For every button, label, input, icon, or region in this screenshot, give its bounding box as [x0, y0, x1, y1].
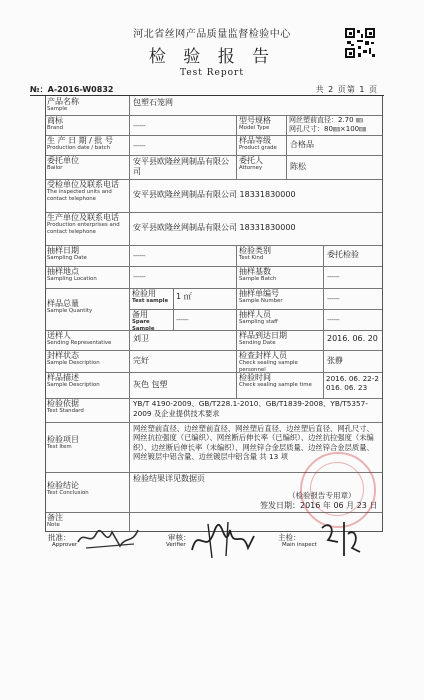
- row-sample-quantity: 样品总量 Sample Quantity 检验用 Test sample 1 ㎡ 备用 Spare Sample ------ 抽样单编号 Sample Number 抽样人员 Sampling staff ------ ------: [45, 288, 383, 331]
- value-seal-status: 完好: [133, 356, 149, 365]
- row-inspected-unit: 受检单位及联系电话 The inspected units and contact telephone 安平县欧隆丝网制品有限公司 18331830000: [45, 179, 383, 213]
- stamp-label: （检验报告专用章）: [288, 491, 356, 500]
- row-sampling-location: 抽样地点 Sampling Location ------ 抽样基数 Sample Batch ------: [45, 266, 383, 289]
- row-sender: 送样人 Sending Representative 刘卫 样品到达日期 Sending Date 2016. 06. 20: [45, 330, 383, 351]
- value-check-time: 2016. 06. 22-2016. 06. 23: [326, 374, 379, 392]
- value-product: 包塑石笼网: [133, 98, 173, 107]
- row-sampling-date: 抽样日期 Sampling Date ------ 检验类别 Test Kind 委托检验: [45, 245, 383, 267]
- value-production-enterprise: 安平县欧隆丝网制品有限公司 18331830000: [133, 223, 296, 232]
- value-inspected-unit: 安平县欧隆丝网制品有限公司 18331830000: [133, 190, 296, 199]
- value-grade: 合格品: [290, 140, 314, 149]
- report-title: 检 验 报 告: [148, 47, 276, 67]
- value-test-standard: YB/T 4190-2009、GB/T228.1-2010、GB/T1839-2008、YB/T5357-2009 及企业提供技术要求: [133, 399, 368, 418]
- label-product: 产品名称: [47, 97, 79, 106]
- row-sample-description: 样品描述 Sample Description 灰色 包塑 检验时间 Check sealing sample time 2016. 06. 22-2016. 06. 23: [45, 372, 383, 399]
- value-brand: ------: [133, 122, 146, 130]
- row-test-items: 检验项目 Test Item 网丝塑前直径、边丝塑前直径、网丝塑后直径、边丝塑后直径、网孔尺寸、网丝抗拉强度（已编织）、网丝断后伸长率（已编织）、边丝抗拉强度（未编织）、边丝断后伸长率（未编织）、网丝锌合金层质量、边丝锌合金层质量、网丝镀层中铝含量、边丝镀层中铝含量 共 13 项: [45, 422, 383, 473]
- row-seal-status: 封样状态 Sample Description 完好 检查封样人员 Check sealing sample personnel 张静: [45, 350, 383, 373]
- issue-date: 签发日期：2016 年 06 月 23 日: [260, 501, 378, 510]
- value-check-personnel: 张静: [327, 356, 343, 365]
- row-production-enterprise: 生产单位及联系电话 Production enterprises and contact telephone 安平县欧隆丝网制品有限公司 18331830000: [45, 212, 383, 246]
- qr-code: [345, 28, 375, 58]
- main-inspect-label-en: Main inspect: [282, 542, 317, 548]
- row-note: 备注 Note: [45, 512, 383, 532]
- verifier-signature: [188, 520, 258, 560]
- value-bailor: 安平县欧隆丝网制品有限公司: [133, 157, 229, 176]
- approver-label-en: Approver: [52, 542, 78, 548]
- approver-signature: [76, 524, 140, 554]
- main-inspect-label: 主检：: [278, 533, 301, 542]
- value-test-sample: 1 ㎡: [176, 292, 192, 301]
- value-test-items: 网丝塑前直径、边丝塑前直径、网丝塑后直径、边丝塑后直径、网孔尺寸、网丝抗拉强度（已编织）、网丝断后伸长率（已编织）、边丝抗拉强度（未编织）、边丝断后伸长率（未编织）、网丝锌合金层质量、边丝锌合金层质量、网丝镀层中铝含量、边丝镀层中铝含量 共 13 项: [133, 424, 374, 461]
- value-sender: 刘卫: [133, 334, 149, 343]
- value-attorney: 陈松: [290, 162, 306, 171]
- row-bailor: 委托单位 Bailor 安平县欧隆丝网制品有限公司 委托人 Attorney 陈松: [45, 155, 383, 180]
- value-conclusion: 检验结果详见数据页: [133, 474, 205, 483]
- value-model-diameter: 网丝塑前直径：2.70 ㎜: [289, 116, 363, 124]
- report-number: №：A-2016-W0832: [30, 85, 114, 94]
- verifier-label: 审核：: [168, 533, 191, 542]
- page-count: 共 2 页第 1 页: [315, 85, 378, 94]
- row-test-standard: 检验依据 Test Standard YB/T 4190-2009、GB/T228.1-2010、GB/T1839-2008、YB/T5357-2009 及企业提供技术要求: [45, 398, 383, 423]
- row-production: 生 产 日 期 / 批 号 Production date / batch ------ 样品等级 Product grade 合格品: [45, 135, 383, 156]
- value-test-kind: 委托检验: [327, 250, 359, 259]
- row-conclusion: 检验结论 Test Conclusion 检验结果详见数据页 （检验报告专用章） 签发日期：2016 年 06 月 23 日: [45, 472, 383, 513]
- main-inspect-signature: [318, 518, 364, 560]
- row-brand: 商标 Brand ------ 型号规格 Model Type 网丝塑前直径：2.70 ㎜ 网孔尺寸：80㎜×100㎜: [45, 115, 383, 136]
- official-seal-inner: [310, 462, 364, 516]
- row-product: 产品名称 Sample 包塑石笼网: [45, 96, 383, 116]
- value-send-date: 2016. 06. 20: [327, 334, 378, 343]
- value-description: 灰色 包塑: [133, 380, 168, 389]
- organization-name: 河北省丝网产品质量监督检验中心: [133, 29, 291, 40]
- value-model-mesh: 网孔尺寸：80㎜×100㎜: [289, 125, 367, 133]
- approver-label: 批准：: [48, 533, 71, 542]
- report-title-en: Test Report: [180, 68, 244, 78]
- verifier-label-en: Verifier: [166, 542, 186, 548]
